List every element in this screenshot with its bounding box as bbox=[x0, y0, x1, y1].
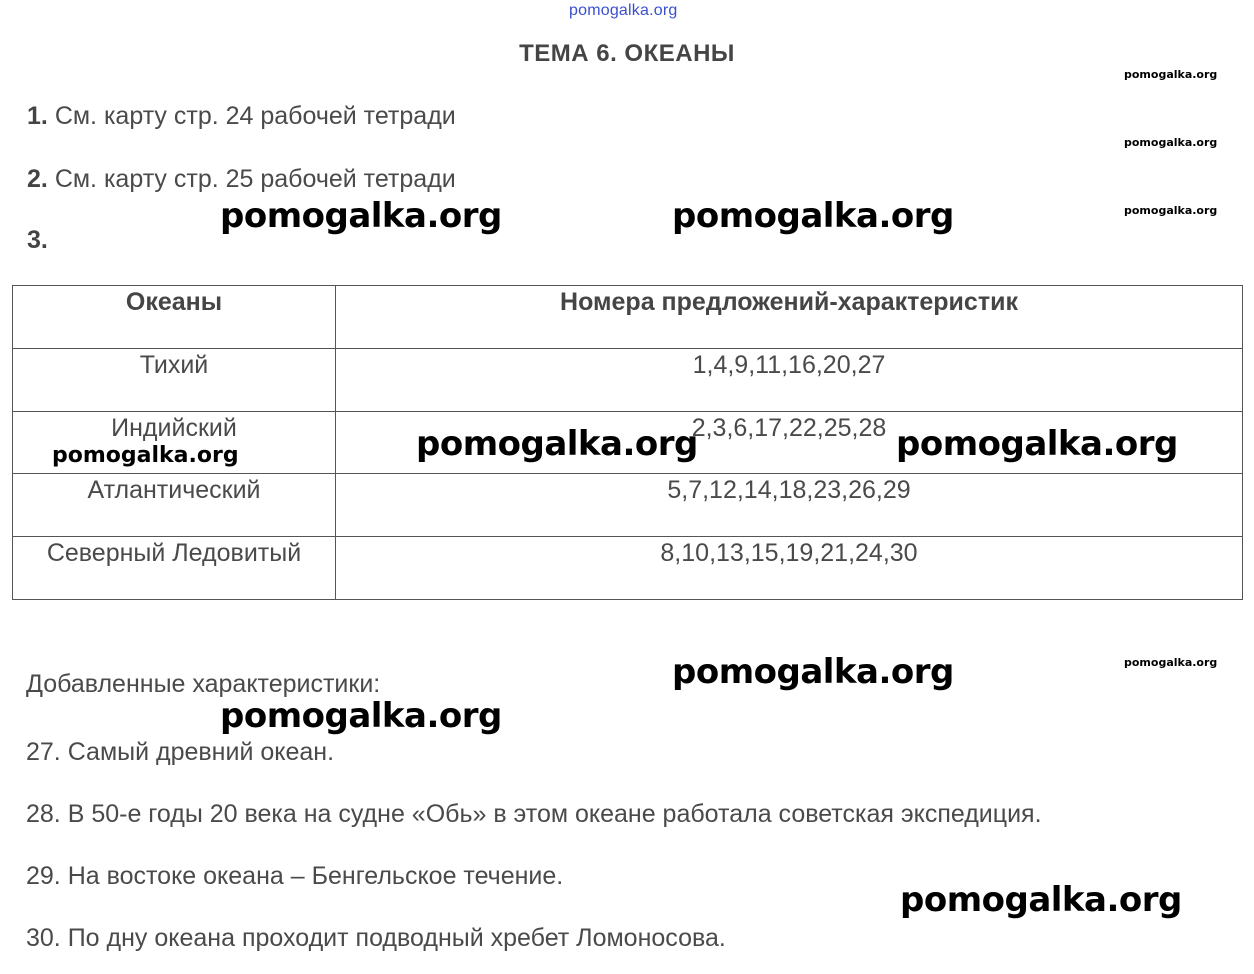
ocean-name: Индийский bbox=[13, 411, 336, 474]
table-row bbox=[13, 348, 1243, 411]
ocean-numbers: 2,3,6,17,22,25,28 bbox=[336, 411, 1243, 474]
item-2-number: 2. bbox=[27, 165, 48, 193]
ocean-numbers: 5,7,12,14,18,23,26,29 bbox=[336, 474, 1243, 537]
watermark-small: pomogalka.org bbox=[1124, 136, 1218, 149]
item-3-number: 3. bbox=[27, 226, 48, 254]
header-oceans: Океаны bbox=[13, 286, 336, 349]
trait-27: 27. Самый древний океан. bbox=[26, 738, 335, 766]
watermark-large: pomogalka.org bbox=[416, 424, 698, 464]
watermark-large: pomogalka.org bbox=[220, 696, 502, 736]
ocean-name: Атлантический bbox=[13, 474, 336, 537]
top-watermark: pomogalka.org bbox=[569, 2, 678, 19]
watermark-small: pomogalka.org bbox=[1124, 656, 1218, 669]
header-numbers: Номера предложений-характеристик bbox=[336, 286, 1243, 349]
watermark-large: pomogalka.org bbox=[672, 652, 954, 692]
added-heading: Добавленные характеристики: bbox=[26, 670, 381, 698]
table-row bbox=[13, 537, 1243, 600]
watermark-medium: pomogalka.org bbox=[52, 443, 239, 468]
item-1 bbox=[27, 102, 456, 131]
item-2 bbox=[27, 165, 456, 194]
item-2-text: См. карту стр. 25 рабочей тетради bbox=[54, 165, 456, 193]
table-row bbox=[13, 474, 1243, 537]
ocean-name: Северный Ледовитый bbox=[13, 537, 336, 600]
page-title: ТЕМА 6. ОКЕАНЫ bbox=[519, 40, 735, 67]
watermark-small: pomogalka.org bbox=[1124, 204, 1218, 217]
ocean-name: Тихий bbox=[13, 348, 336, 411]
item-1-number: 1. bbox=[27, 102, 48, 130]
trait-29: 29. На востоке океана – Бенгельское течение. bbox=[26, 862, 564, 890]
table-header-row bbox=[13, 286, 1243, 349]
watermark-small: pomogalka.org bbox=[1124, 68, 1218, 81]
trait-30: 30. По дну океана проходит подводный хребет Ломоносова. bbox=[26, 924, 726, 952]
watermark-large: pomogalka.org bbox=[672, 196, 954, 236]
watermark-large: pomogalka.org bbox=[220, 196, 502, 236]
item-3 bbox=[27, 226, 48, 255]
watermark-large: pomogalka.org bbox=[896, 424, 1178, 464]
ocean-numbers: 1,4,9,11,16,20,27 bbox=[336, 348, 1243, 411]
item-1-text: См. карту стр. 24 рабочей тетради bbox=[54, 102, 456, 130]
watermark-large: pomogalka.org bbox=[900, 880, 1182, 920]
trait-28: 28. В 50-е годы 20 века на судне «Обь» в этом океане работала советская экспедиция. bbox=[26, 800, 1042, 828]
ocean-numbers: 8,10,13,15,19,21,24,30 bbox=[336, 537, 1243, 600]
